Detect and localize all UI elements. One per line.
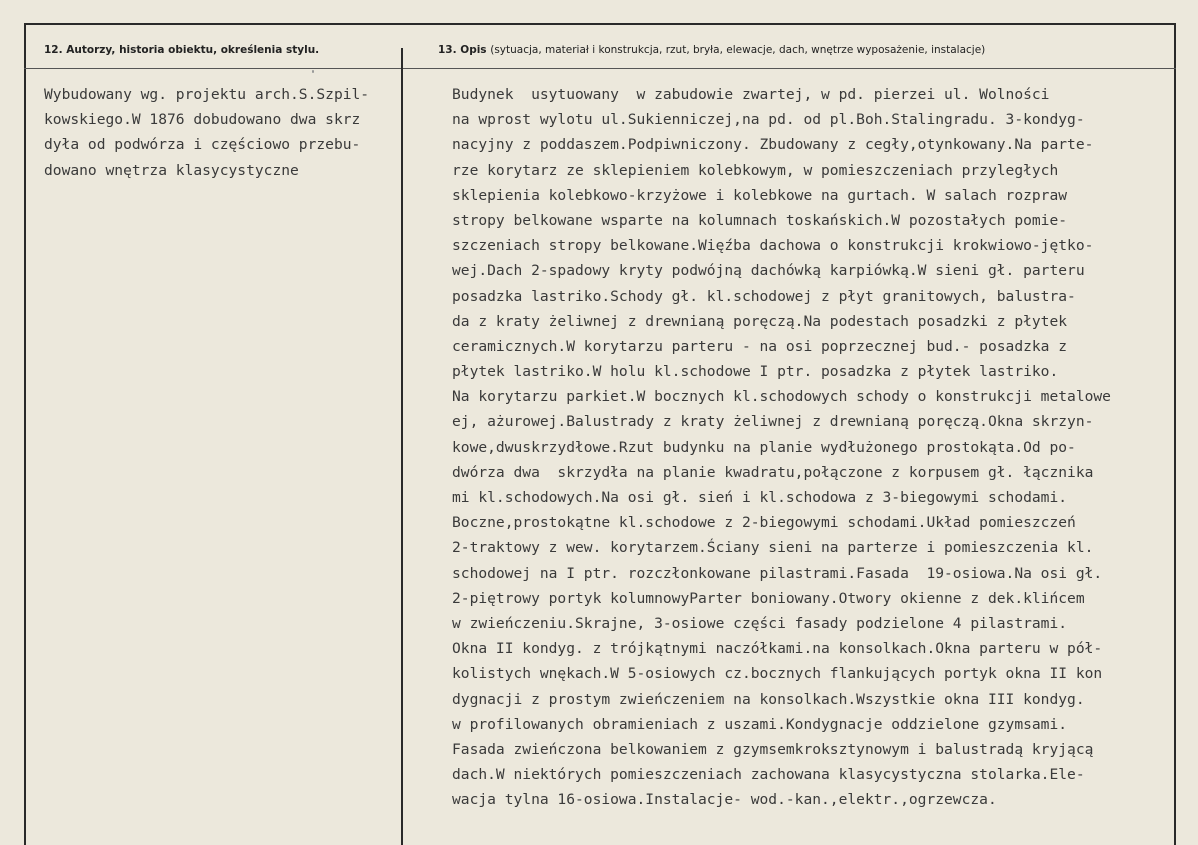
paper-speck bbox=[312, 70, 314, 73]
text-line: kolistych wnękach.W 5-osiowych cz.bocznych flankujących portyk okna II kon bbox=[452, 665, 1103, 683]
text-line: wej.Dach 2-spadowy kryty podwójną dachówką karpiówką.W sieni gł. parteru bbox=[452, 262, 1085, 280]
text-line: dwórza dwa skrzydła na planie kwadratu,połączone z korpusem gł. łącznika bbox=[452, 463, 1094, 481]
right-section-subtitle: (sytuacja, materiał i konstrukcja, rzut, bryła, elewacje, dach, wnętrze wyposażenie, instalacje) bbox=[490, 44, 986, 56]
left-section-title: Autorzy, historia obiektu, określenia stylu. bbox=[66, 44, 320, 56]
text-line: ceramicznych.W korytarzu parteru - na osi poprzecznej bud.- posadzka z bbox=[452, 337, 1068, 355]
left-section-number: 12. bbox=[44, 44, 63, 56]
text-line: rze korytarz ze sklepieniem kolebkowym, w pomieszczeniach przyległych bbox=[452, 161, 1059, 179]
text-line: kowskiego.W 1876 dobudowano dwa skrz bbox=[44, 111, 361, 129]
text-line: mi kl.schodowych.Na osi gł. sień i kl.schodowa z 3-biegowymi schodami. bbox=[452, 489, 1068, 506]
text-line: sklepienia kolebkowo-krzyżowe i kolebkowe na gurtach. W salach rozpraw bbox=[452, 186, 1068, 204]
right-section-header bbox=[438, 44, 985, 56]
text-line: Budynek usytuowany w zabudowie zwartej, w pd. pierzei ul. Wolności bbox=[452, 86, 1050, 103]
right-section-title: Opis bbox=[460, 44, 487, 56]
text-line: nacyjny z poddaszem.Podpiwniczony. Zbudowany z cegły,otynkowany.Na parte- bbox=[452, 136, 1094, 154]
text-line: Boczne,prostokątne kl.schodowe z 2-biegowymi schodami.Układ pomieszczeń bbox=[452, 514, 1076, 532]
right-border bbox=[1174, 23, 1176, 845]
header-rule bbox=[24, 68, 1176, 69]
text-line: Okna II kondyg. z trójkątnymi naczółkami.na konsolkach.Okna parteru w pół- bbox=[452, 640, 1103, 658]
text-line: szczeniach stropy belkowane.Więźba dachowa o konstrukcji krokwiowo-jętko- bbox=[452, 237, 1094, 255]
text-line: da z kraty żeliwnej z drewnianą poręczą.Na podestach posadzki z płytek bbox=[452, 312, 1068, 330]
text-line: 2-traktowy z wew. korytarzem.Ściany sieni na parterze i pomieszczenia kl. bbox=[452, 539, 1094, 557]
text-line: Wybudowany wg. projektu arch.S.Szpil- bbox=[44, 86, 370, 103]
text-line: schodowej na I ptr. rozczłonkowane pilastrami.Fasada 19-osiowa.Na osi gł. bbox=[452, 564, 1103, 582]
authors-history-text bbox=[44, 82, 369, 183]
text-line: posadzka lastriko.Schody gł. kl.schodowej z płyt granitowych, balustra- bbox=[452, 287, 1076, 305]
text-line: płytek lastriko.W holu kl.schodowe I ptr. posadzka z płytek lastriko. bbox=[452, 363, 1059, 381]
text-line: dygnacji z prostym zwieńczeniem na konsolkach.Wszystkie okna III kondyg. bbox=[452, 690, 1085, 708]
description-text bbox=[452, 82, 1111, 812]
text-line: wacja tylna 16-osiowa.Instalacje- wod.-kan.,elektr.,ogrzewcza. bbox=[452, 791, 997, 809]
right-section-number: 13. bbox=[438, 44, 457, 56]
left-border bbox=[24, 23, 26, 845]
column-divider bbox=[401, 48, 403, 845]
text-line: dyła od podwórza i częściowo przebu- bbox=[44, 136, 361, 154]
text-line: w profilowanych obramieniach z uszami.Kondygnacje oddzielone gzymsami. bbox=[452, 715, 1068, 733]
text-line: dach.W niektórych pomieszczeniach zachowana klasycystyczna stolarka.Ele- bbox=[452, 766, 1085, 784]
text-line: ej, ażurowej.Balustrady z kraty żeliwnej z drewnianą poręczą.Okna skrzyn- bbox=[452, 413, 1094, 431]
text-line: 2-piętrowy portyk kolumnowyParter boniowany.Otwory okienne z dek.klińcem bbox=[452, 589, 1085, 607]
text-line: w zwieńczeniu.Skrajne, 3-osiowe części fasady podzielone 4 pilastrami. bbox=[452, 614, 1068, 632]
text-line: stropy belkowane wsparte na kolumnach toskańskich.W pozostałych pomie- bbox=[452, 211, 1068, 229]
text-line: na wprost wylotu ul.Sukienniczej,na pd. od pl.Boh.Stalingradu. 3-kondyg- bbox=[452, 111, 1085, 129]
text-line: Na korytarzu parkiet.W bocznych kl.schodowych schody o konstrukcji metalowe bbox=[452, 388, 1111, 406]
text-line: Fasada zwieńczona belkowaniem z gzymsemkroksztynowym i balustradą kryjącą bbox=[452, 740, 1094, 758]
text-line: dowano wnętrza klasycystyczne bbox=[44, 161, 299, 179]
left-section-header bbox=[44, 44, 319, 56]
top-border bbox=[24, 23, 1174, 25]
text-line: kowe,dwuskrzydłowe.Rzut budynku na planie wydłużonego prostokąta.Od po- bbox=[452, 438, 1076, 456]
